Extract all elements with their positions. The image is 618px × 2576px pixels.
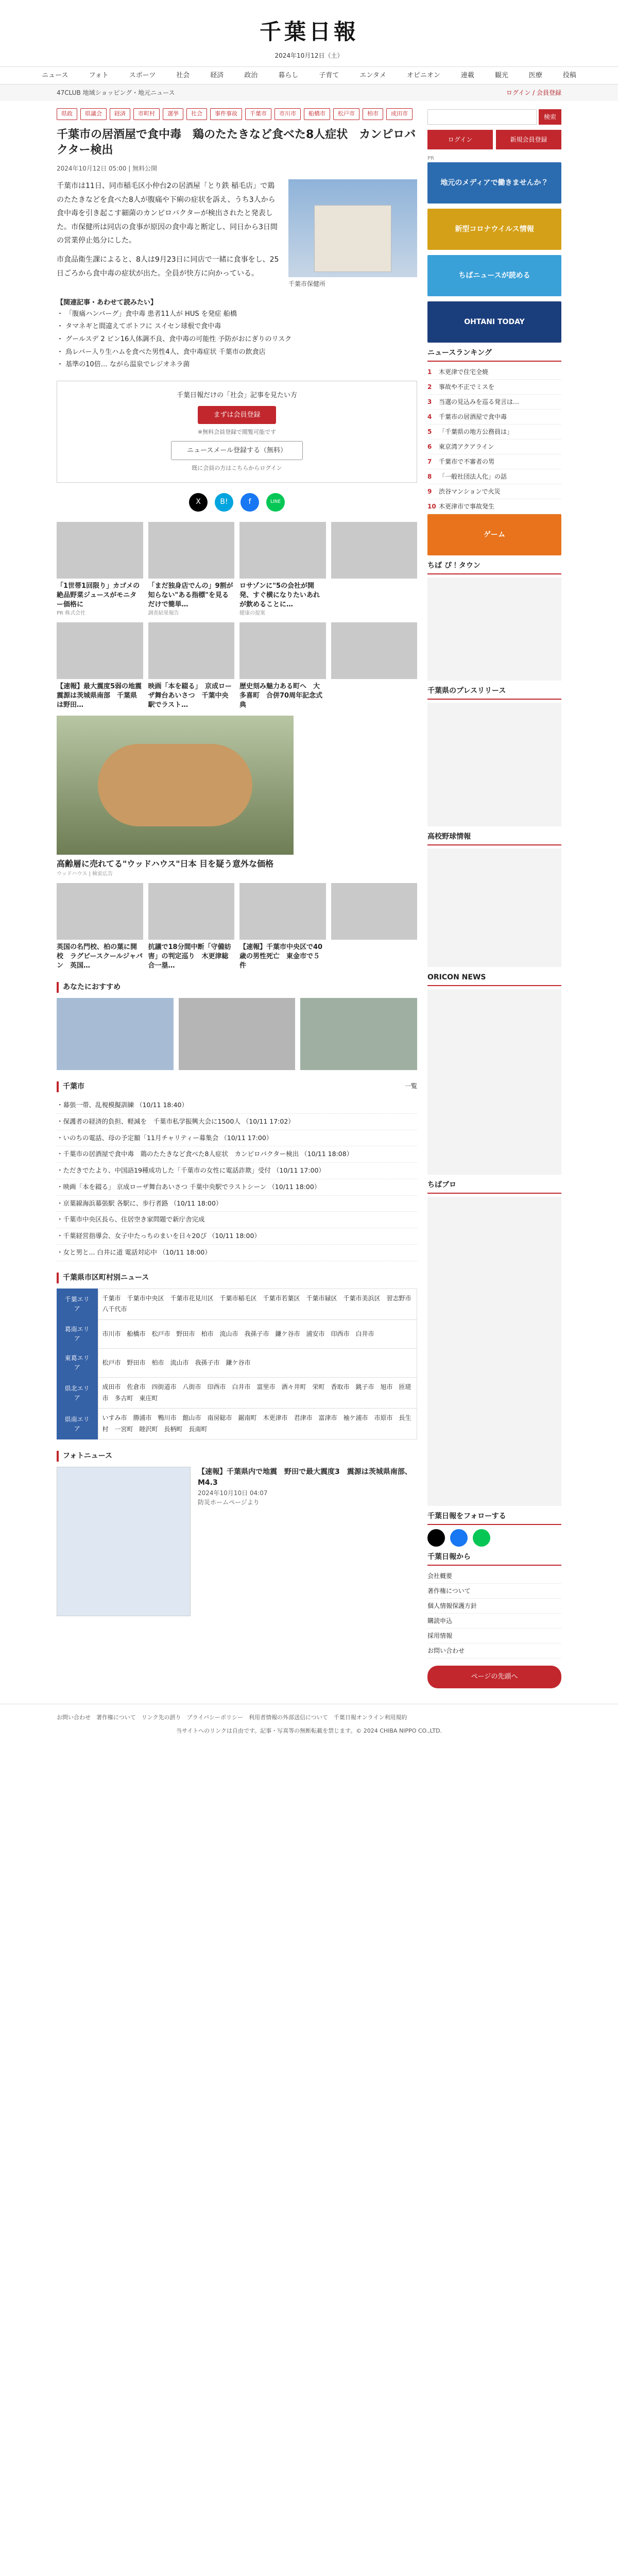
news-list bbox=[57, 1097, 417, 1261]
rank-title: 当選の見込みを巡る発言は… bbox=[439, 398, 520, 405]
photo-title: 【速報】千葉県内で地震 野田で最大震度3 震源は茨城県南部、M4.3 bbox=[198, 1468, 412, 1487]
local-area-label: 県南エリア bbox=[57, 1409, 98, 1439]
topbar bbox=[0, 84, 618, 101]
paywall-text: 千葉日報だけの「社会」記事を見たい方 bbox=[176, 392, 297, 400]
tag[interactable]: 経済 bbox=[110, 108, 130, 120]
register-button-side[interactable]: 新規会員登録 bbox=[496, 130, 561, 149]
nav-item[interactable]: 観光 bbox=[494, 71, 508, 79]
news-item[interactable]: ・ただきでたより、中国語19種成功した「千葉市の女性に電話詐欺」受付 （10/11 17:00） bbox=[57, 1163, 417, 1179]
main-column bbox=[57, 101, 417, 1688]
article-meta: 2024年10月12日 05:00 | 無料公開 bbox=[57, 165, 158, 173]
card-title: 歴史刻み魅力ある町へ 大多喜町 合併70周年記念式典 bbox=[239, 683, 323, 709]
site-link[interactable]: 会社概要 bbox=[427, 1569, 561, 1584]
article-paragraph: 千葉市は11日、同市稲毛区小仲台2の居酒屋「とり鉄 稲毛店」で鶏のたたきなどを食べた8人が腹痛や下痢の症状を訴え、うち3人から食中毒を引き起こす細菌のカンピロバクターが検出されたと発表した。市保健所は同店の食事が原因の食中毒と断定し、同日から3日間の営業停止処分にした。 bbox=[57, 182, 278, 245]
related-articles bbox=[57, 298, 417, 371]
rank-number: 5 bbox=[427, 428, 432, 435]
rank-title: 千葉市の居酒屋で食中毒 bbox=[439, 413, 507, 420]
global-nav bbox=[0, 67, 618, 84]
nav-item[interactable]: 経済 bbox=[210, 71, 224, 79]
local-area-cities[interactable]: 千葉市 千葉市中央区 千葉市花見川区 千葉市稲毛区 千葉市若葉区 千葉市緑区 千葉市美浜区 習志野市 八千代市 bbox=[98, 1289, 417, 1319]
line-share-icon[interactable]: LINE bbox=[266, 493, 285, 512]
nav-item[interactable]: スポーツ bbox=[129, 71, 156, 79]
side-banner[interactable]: ちばニュースが読める bbox=[427, 255, 561, 296]
card-image bbox=[148, 522, 235, 579]
news-card[interactable] bbox=[148, 522, 235, 618]
news-item[interactable]: ・京葉線海浜幕張駅 各駅に、歩行者路 （10/11 18:00） bbox=[57, 1196, 417, 1212]
tag[interactable]: 柏市 bbox=[363, 108, 383, 120]
card-image bbox=[57, 883, 143, 940]
card-source: 調査結果報告 bbox=[148, 611, 179, 617]
footer-links[interactable]: お問い合わせ 著作権について リンク先の誤り プライバシーポリシー 利用者情報の外部送信について 千葉日報オンライン利用規約 bbox=[57, 1714, 407, 1721]
tag[interactable]: 社会 bbox=[186, 108, 207, 120]
local-area-cities[interactable]: 松戸市 野田市 柏市 流山市 我孫子市 鎌ケ谷市 bbox=[98, 1348, 417, 1377]
links-heading: 千葉日報から bbox=[427, 1552, 561, 1566]
news-card[interactable] bbox=[331, 622, 418, 710]
facebook-follow-icon[interactable] bbox=[450, 1529, 468, 1547]
local-area-cities[interactable]: 市川市 船橋市 松戸市 野田市 柏市 流山市 我孫子市 鎌ケ谷市 浦安市 印西市 白井市 bbox=[98, 1319, 417, 1348]
pr-label: PR bbox=[427, 156, 434, 161]
quake-map bbox=[57, 1467, 191, 1616]
line-follow-icon[interactable] bbox=[473, 1529, 490, 1547]
oricon-block[interactable] bbox=[427, 989, 561, 1175]
related-link[interactable]: ・ 「腹痛ハンバーグ」食中毒 患者11人が HUS を発症 船橋 bbox=[57, 308, 417, 321]
local-area-label: 東葛エリア bbox=[57, 1348, 98, 1377]
card-image bbox=[239, 622, 326, 679]
rank-title: 木更津で住宅全焼 bbox=[439, 368, 489, 376]
nav-item[interactable]: 医療 bbox=[528, 71, 542, 79]
ranking-item[interactable] bbox=[427, 499, 561, 514]
news-card[interactable] bbox=[331, 522, 418, 618]
news-card[interactable] bbox=[331, 883, 418, 971]
share-bar bbox=[57, 493, 417, 512]
blog-heading: ちばブロ bbox=[427, 1180, 561, 1194]
login-link[interactable]: 既に会員の方はこちらからログイン bbox=[192, 465, 282, 472]
card-image bbox=[148, 622, 235, 679]
card-grid bbox=[57, 622, 417, 710]
rank-number: 8 bbox=[427, 473, 432, 480]
rank-title: 千葉市で不審者の男 bbox=[439, 458, 495, 465]
page-top-button[interactable]: ページの先頭へ bbox=[427, 1666, 561, 1688]
topbar-left[interactable]: 47CLUB 地域ショッピング・地元ニュース bbox=[57, 89, 175, 96]
facebook-share-icon[interactable]: f bbox=[241, 493, 259, 512]
rank-number: 6 bbox=[427, 443, 432, 450]
ranking-item[interactable] bbox=[427, 439, 561, 454]
tag[interactable]: 市川市 bbox=[274, 108, 301, 120]
recommend-grid bbox=[57, 998, 417, 1070]
rank-title: 渋谷マンションで火災 bbox=[439, 488, 501, 495]
card-title: 「まだ独身店でんの」9割が知らない"ある指標"を見るだけで簡単… bbox=[148, 582, 233, 608]
register-button[interactable]: まずは会員登録 bbox=[198, 406, 276, 425]
nav-item[interactable]: 子育て bbox=[319, 71, 339, 79]
article-photo[interactable] bbox=[288, 179, 417, 277]
tag[interactable]: 船橋市 bbox=[304, 108, 330, 120]
rank-number: 7 bbox=[427, 458, 432, 465]
blog-block[interactable] bbox=[427, 1197, 561, 1506]
nav-item[interactable]: 政治 bbox=[244, 71, 258, 79]
ranking-heading: ニュースランキング bbox=[427, 348, 561, 362]
news-card[interactable] bbox=[239, 522, 326, 618]
site-link[interactable]: 著作権について bbox=[427, 1584, 561, 1599]
nav-item[interactable]: 投稿 bbox=[562, 71, 576, 79]
game-banner[interactable]: ゲーム bbox=[427, 514, 561, 555]
hatena-share-icon[interactable]: B! bbox=[215, 493, 233, 512]
card-image bbox=[331, 522, 418, 579]
tag[interactable]: 事件事故 bbox=[210, 108, 242, 120]
card-image bbox=[57, 522, 143, 579]
local-area-label: 県北エリア bbox=[57, 1377, 98, 1408]
news-card[interactable] bbox=[239, 622, 326, 710]
local-area-label: 葛南エリア bbox=[57, 1319, 98, 1348]
local-area-cities[interactable]: いすみ市 勝浦市 鴨川市 館山市 南房総市 鋸南町 木更津市 君津市 富津市 袖ケ浦市 市原市 長生村 一宮町 睦沢町 長柄町 長南町 bbox=[98, 1409, 417, 1439]
copyright: 当サイトへのリンクは自由です。記事・写真等の無断転載を禁じます。© 2024 CHIBA NIPPO CO.,LTD. bbox=[176, 1727, 442, 1734]
rank-title: 「一般社団法人化」の話 bbox=[439, 473, 507, 480]
news-card[interactable] bbox=[57, 522, 143, 618]
login-button[interactable]: ログイン bbox=[427, 130, 493, 149]
nav-item[interactable]: 暮らし bbox=[278, 71, 299, 79]
news-card[interactable] bbox=[239, 883, 326, 971]
photo-news[interactable] bbox=[57, 1467, 417, 1616]
ranking-item[interactable] bbox=[427, 425, 561, 439]
header-date: 2024年10月12日（土） bbox=[274, 52, 344, 59]
footer bbox=[0, 1704, 618, 1745]
side-banner[interactable]: 地元のメディアで働きませんか？ bbox=[427, 162, 561, 204]
news-heading: 千葉市 一覧 bbox=[57, 1081, 417, 1092]
tag-list bbox=[57, 108, 417, 120]
related-link[interactable]: ・ 鳥レバー入り生ハムを食べた男性4人、食中毒症状 千葉市の飲食店 bbox=[57, 346, 417, 359]
site-link[interactable]: 購読申込 bbox=[427, 1614, 561, 1629]
press-block[interactable] bbox=[427, 703, 561, 826]
hs-block[interactable] bbox=[427, 849, 561, 967]
recommend-card[interactable] bbox=[179, 998, 296, 1070]
card-source: 健康の提案 bbox=[239, 611, 265, 617]
more-link[interactable]: 一覧 bbox=[404, 1082, 417, 1090]
ranking-item[interactable] bbox=[427, 410, 561, 425]
news-item[interactable]: ・いのちの電話、母の予定額「11月チャリティー募集会 （10/11 17:00） bbox=[57, 1130, 417, 1147]
search-box bbox=[427, 109, 561, 125]
tag[interactable]: 千葉市 bbox=[245, 108, 271, 120]
card-image bbox=[148, 883, 235, 940]
news-card[interactable] bbox=[57, 622, 149, 710]
site-logo[interactable]: 千葉日報 bbox=[259, 19, 358, 44]
ranking-item[interactable] bbox=[427, 380, 561, 395]
tag[interactable]: 市町村 bbox=[133, 108, 160, 120]
banner-list bbox=[427, 162, 561, 343]
related-heading: 【関連記事・あわせて読みたい】 bbox=[57, 299, 158, 307]
article-paragraph: 市食品衛生課によると、8人は9月23日に同店で一緒に食事をし、25日ごろから食中毒の症状が出た。全員が快方に向かっている。 bbox=[57, 256, 279, 278]
nav-item[interactable]: フォト bbox=[89, 71, 109, 79]
news-item[interactable]: ・千葉市の居酒屋で食中毒 鶏のたたきなど食べた8人症状 カンピロバクター検出 （10/11 18:08） bbox=[57, 1146, 417, 1163]
topbar-right[interactable]: ログイン / 会員登録 bbox=[506, 89, 561, 96]
x-follow-icon[interactable] bbox=[427, 1529, 445, 1547]
related-link[interactable]: ・ グールスデ 2 ビン16人体調不良、食中毒の可能性 予防がおにぎりのリスク bbox=[57, 333, 417, 346]
recommend-card[interactable] bbox=[57, 998, 174, 1070]
tag[interactable]: 選挙 bbox=[163, 108, 183, 120]
local-table bbox=[57, 1289, 417, 1440]
card-image bbox=[331, 883, 418, 940]
local-area-label: 千葉エリア bbox=[57, 1289, 98, 1319]
card-title: 「1世帯1回限り」カゴメの絶品野菜ジュースがモニター価格に bbox=[57, 582, 140, 608]
follow-heading: 千葉日報をフォローする bbox=[427, 1511, 561, 1525]
tag[interactable]: 県政 bbox=[57, 108, 77, 120]
paywall-box bbox=[57, 381, 417, 483]
site-links bbox=[427, 1569, 561, 1658]
news-card[interactable] bbox=[148, 622, 235, 710]
side-banner[interactable]: OHTANI TODAY bbox=[427, 301, 561, 343]
news-item[interactable]: ・映画「本を綴る」 京成ローザ舞台あいさつ 千葉中央駅でラストシーン （10/11 18:00） bbox=[57, 1179, 417, 1196]
related-link[interactable]: ・ 基準の10倍… ながら温泉でレジオネラ菌 bbox=[57, 359, 417, 371]
rank-title: 事故や不正でミスを bbox=[439, 383, 495, 391]
newsletter-button[interactable]: ニュースメール登録する（無料） bbox=[171, 441, 303, 461]
tag[interactable]: 成田市 bbox=[386, 108, 413, 120]
news-item[interactable]: ・千葉市中央区長ら、住居空き家問題で新庁舎完成 bbox=[57, 1212, 417, 1228]
news-item[interactable]: ・保護者の経済的負担、軽減を 千葉市私学振興大会に1500人 （10/11 17:02） bbox=[57, 1114, 417, 1130]
card-source: PR 株式会社 bbox=[57, 611, 86, 617]
ranking-item[interactable] bbox=[427, 469, 561, 484]
local-heading: 千葉県市区町村別ニュース bbox=[57, 1273, 417, 1283]
nav-item[interactable]: ニュース bbox=[42, 71, 68, 79]
news-item[interactable]: ・千葉経営指導会、女子中たっちのまいを日々20ぴ （10/11 18:00） bbox=[57, 1228, 417, 1245]
x-share-icon[interactable]: X bbox=[189, 493, 208, 512]
ranking-list bbox=[427, 365, 561, 514]
tag[interactable]: 松戸市 bbox=[333, 108, 359, 120]
ranking-item[interactable] bbox=[427, 395, 561, 410]
nav-item[interactable]: 社会 bbox=[176, 71, 190, 79]
search-button[interactable]: 検索 bbox=[539, 109, 561, 125]
rank-number: 4 bbox=[427, 413, 432, 420]
feature-card[interactable]: 高齢層に売れてる"ウッドハウス"日本 目を疑う意外な価格 ウッドハウス | 検索広告 bbox=[57, 716, 294, 878]
article-title: 千葉市の居酒屋で食中毒 鶏のたたきなど食べた8人症状 カンピロバクター検出 bbox=[57, 128, 416, 157]
town-block[interactable] bbox=[427, 578, 561, 681]
recommend-card[interactable] bbox=[300, 998, 417, 1070]
card-title: 英国の名門校、柏の葉に開校 ラグビースクールジャパン 英国… bbox=[57, 943, 143, 970]
nav-item[interactable]: オピニオン bbox=[406, 71, 440, 79]
paywall-note: ※無料会員登録で閲覧可能です bbox=[197, 429, 277, 436]
oricon-heading: ORICON NEWS bbox=[427, 972, 561, 986]
rank-title: 「千葉県の地方公務員は」 bbox=[439, 428, 513, 435]
card-image bbox=[239, 883, 326, 940]
town-heading: ちば ぴ！タウン bbox=[427, 561, 561, 574]
related-link[interactable]: ・ タマネギと間違えてポトフに スイセン球根で食中毒 bbox=[57, 320, 417, 333]
local-area-cities[interactable]: 成田市 佐倉市 四街道市 八街市 印西市 白井市 富里市 酒々井町 栄町 香取市 銚子市 旭市 匝瑳市 多古町 東庄町 bbox=[98, 1377, 417, 1408]
card-title: 【速報】最大震度5弱の地震 震源は茨城県南部 千葉県は野田… bbox=[57, 683, 149, 709]
card-grid bbox=[57, 883, 417, 971]
rank-title: 木更津市で事故発生 bbox=[439, 503, 495, 510]
ranking-item[interactable] bbox=[427, 484, 561, 499]
nav-item[interactable]: 連載 bbox=[460, 71, 474, 79]
photo-caption: 千葉市保健所 bbox=[288, 280, 326, 288]
rank-number: 2 bbox=[427, 383, 432, 391]
nav-item[interactable]: エンタメ bbox=[359, 71, 386, 79]
site-header bbox=[0, 0, 618, 67]
tag[interactable]: 県議会 bbox=[80, 108, 107, 120]
photo-note: 防災ホームページより bbox=[198, 1499, 260, 1506]
sidebar bbox=[427, 101, 561, 1688]
news-item[interactable]: ・女と男と... 白井に道 電話対応中 （10/11 18:00） bbox=[57, 1245, 417, 1261]
photo-heading: フォトニュース bbox=[57, 1451, 417, 1462]
card-title: 【速報】千葉市中央区で40歳の男性死亡 東金市で５件 bbox=[239, 943, 323, 970]
pr-heading: 千葉県のプレスリリース bbox=[427, 686, 561, 700]
side-banner[interactable]: 新型コロナウイルス情報 bbox=[427, 209, 561, 250]
card-title: ロサゾンに"5の会社が開発、すぐ横になりたいあれが飲めることに… bbox=[239, 582, 320, 608]
rank-number: 10 bbox=[427, 503, 436, 510]
site-link[interactable]: 採用情報 bbox=[427, 1629, 561, 1643]
search-input[interactable] bbox=[427, 109, 537, 125]
site-link[interactable]: お問い合わせ bbox=[427, 1643, 561, 1658]
news-item[interactable]: ・幕張一帯、乱視模擬訓練 （10/11 18:40） bbox=[57, 1097, 417, 1114]
rank-number: 3 bbox=[427, 398, 432, 405]
card-title: 映画「本を綴る」 京成ローザ舞台あいさつ 千葉中央駅でラスト… bbox=[148, 683, 232, 709]
rank-number: 9 bbox=[427, 488, 432, 495]
rank-number: 1 bbox=[427, 368, 432, 376]
rank-title: 東京湾アクアライン bbox=[439, 443, 494, 450]
ranking-item[interactable] bbox=[427, 365, 561, 380]
card-image bbox=[239, 522, 326, 579]
hs-heading: 高校野球情報 bbox=[427, 832, 561, 845]
recommend-heading: あなたにおすすめ bbox=[57, 982, 417, 993]
site-link[interactable]: 個人情報保護方針 bbox=[427, 1599, 561, 1614]
card-grid bbox=[57, 522, 417, 618]
news-card[interactable] bbox=[148, 883, 235, 971]
ranking-item[interactable] bbox=[427, 454, 561, 469]
card-title: 抗議で18分間中断「守備妨害」の判定巡り 木更津総合一塁… bbox=[148, 943, 231, 970]
news-card[interactable] bbox=[57, 883, 143, 971]
card-image bbox=[57, 622, 143, 679]
card-image bbox=[331, 622, 418, 679]
photo-date: 2024年10月10日 04:07 bbox=[198, 1489, 268, 1497]
